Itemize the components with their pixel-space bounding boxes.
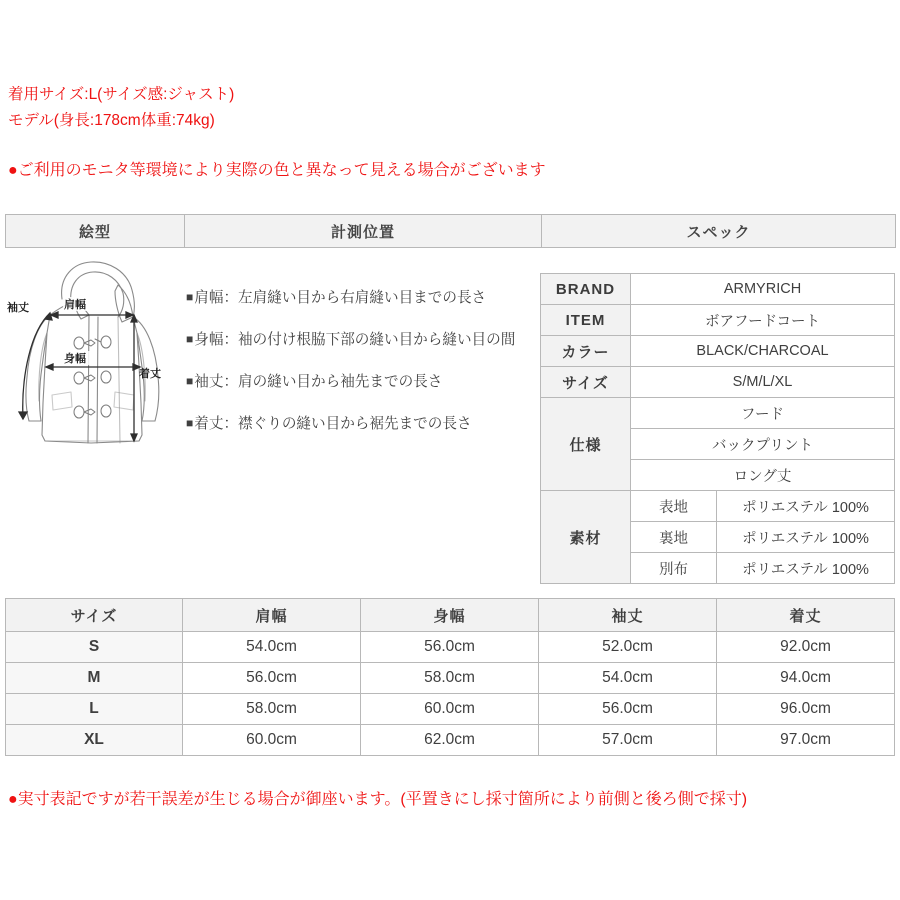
size-measurement-table (5, 598, 895, 756)
measure-description-list (186, 286, 531, 436)
measure-text-shoulder: 肩幅：左肩縫い目から右肩縫い目までの長さ (194, 290, 487, 306)
size-cell-name: XL (6, 725, 183, 756)
spec-value-feature-0: フード (631, 398, 895, 429)
spec-label-feature: 仕様 (541, 398, 631, 491)
size-header-length: 着丈 (717, 599, 895, 632)
size-cell-length: 96.0cm (717, 694, 895, 725)
size-cell-shoulder: 56.0cm (183, 663, 361, 694)
size-cell-sleeve: 56.0cm (539, 694, 717, 725)
list-item (186, 370, 531, 394)
spec-material-value-1: ポリエステル 100% (717, 522, 895, 553)
list-item (186, 286, 531, 310)
table-row (6, 725, 895, 756)
spec-value-size: S/M/L/XL (631, 367, 895, 398)
garment-diagram (5, 255, 183, 505)
size-cell-chest: 62.0cm (361, 725, 539, 756)
size-cell-chest: 58.0cm (361, 663, 539, 694)
spec-value-feature-2: ロング丈 (631, 460, 895, 491)
size-header-size: サイズ (6, 599, 183, 632)
table-row (541, 367, 895, 398)
wear-size-text: 着用サイズ:L(サイズ感:ジャスト) (8, 86, 235, 103)
size-cell-name: L (6, 694, 183, 725)
size-cell-length: 97.0cm (717, 725, 895, 756)
table-row (6, 632, 895, 663)
header-cell-measure-position: 計測位置 (185, 215, 542, 248)
size-cell-length: 94.0cm (717, 663, 895, 694)
table-row (6, 215, 896, 248)
spec-value-feature-1: バックプリント (631, 429, 895, 460)
spec-material-part-2: 別布 (631, 553, 717, 584)
list-item (186, 412, 531, 436)
size-header-sleeve: 袖丈 (539, 599, 717, 632)
spec-value-brand: ARMYRICH (631, 274, 895, 305)
size-header-shoulder: 肩幅 (183, 599, 361, 632)
model-info-block (8, 82, 234, 134)
measure-text-sleeve: 袖丈：肩の縫い目から袖先までの長さ (194, 374, 443, 390)
table-row (541, 305, 895, 336)
section-header-table (5, 214, 896, 248)
spec-label-size: サイズ (541, 367, 631, 398)
spec-material-part-0: 表地 (631, 491, 717, 522)
table-row (6, 694, 895, 725)
model-spec-text: モデル(身長:178cm体重:74kg) (8, 112, 215, 129)
size-cell-shoulder: 58.0cm (183, 694, 361, 725)
measurement-tolerance-note: ●実寸表記ですが若干誤差が生じる場合が御座います。(平置きにし採寸箇所により前側と後ろ側で採寸) (8, 791, 748, 808)
spec-value-item: ボアフードコート (631, 305, 895, 336)
coat-line-drawing-svg (5, 255, 183, 505)
size-header-chest: 身幅 (361, 599, 539, 632)
table-row (541, 491, 895, 522)
bullet-square-icon: ■ (186, 332, 194, 346)
spec-material-value-2: ポリエステル 100% (717, 553, 895, 584)
header-cell-diagram: 絵型 (6, 215, 185, 248)
spec-label-material: 素材 (541, 491, 631, 584)
size-cell-chest: 56.0cm (361, 632, 539, 663)
diagram-label-length: 着丈 (139, 368, 161, 380)
list-item (186, 328, 531, 352)
table-row (541, 398, 895, 429)
spec-value-color: BLACK/CHARCOAL (631, 336, 895, 367)
size-cell-shoulder: 54.0cm (183, 632, 361, 663)
table-row (541, 336, 895, 367)
spec-label-color: カラー (541, 336, 631, 367)
diagram-label-sleeve: 袖丈 (7, 302, 29, 314)
bullet-square-icon: ■ (186, 374, 194, 388)
bullet-square-icon: ■ (186, 416, 194, 430)
size-cell-name: S (6, 632, 183, 663)
table-row (541, 274, 895, 305)
spec-table (540, 273, 895, 584)
monitor-color-note: ●ご利用のモニタ等環境により実際の色と異なって見える場合がございます (8, 162, 546, 179)
diagram-label-chest: 身幅 (64, 353, 86, 365)
size-cell-sleeve: 52.0cm (539, 632, 717, 663)
measure-text-chest: 身幅：袖の付け根脇下部の縫い目から縫い目の間 (194, 332, 516, 348)
diagram-label-shoulder: 肩幅 (64, 299, 86, 311)
spec-label-brand: BRAND (541, 274, 631, 305)
size-cell-length: 92.0cm (717, 632, 895, 663)
size-cell-shoulder: 60.0cm (183, 725, 361, 756)
header-cell-spec: スペック (542, 215, 896, 248)
measure-text-length: 着丈：襟ぐりの縫い目から裾先までの長さ (194, 416, 472, 432)
table-row (6, 599, 895, 632)
bullet-square-icon: ■ (186, 290, 194, 304)
size-cell-name: M (6, 663, 183, 694)
spec-label-item: ITEM (541, 305, 631, 336)
spec-material-value-0: ポリエステル 100% (717, 491, 895, 522)
size-cell-sleeve: 57.0cm (539, 725, 717, 756)
size-cell-sleeve: 54.0cm (539, 663, 717, 694)
size-cell-chest: 60.0cm (361, 694, 539, 725)
spec-material-part-1: 裏地 (631, 522, 717, 553)
table-row (6, 663, 895, 694)
